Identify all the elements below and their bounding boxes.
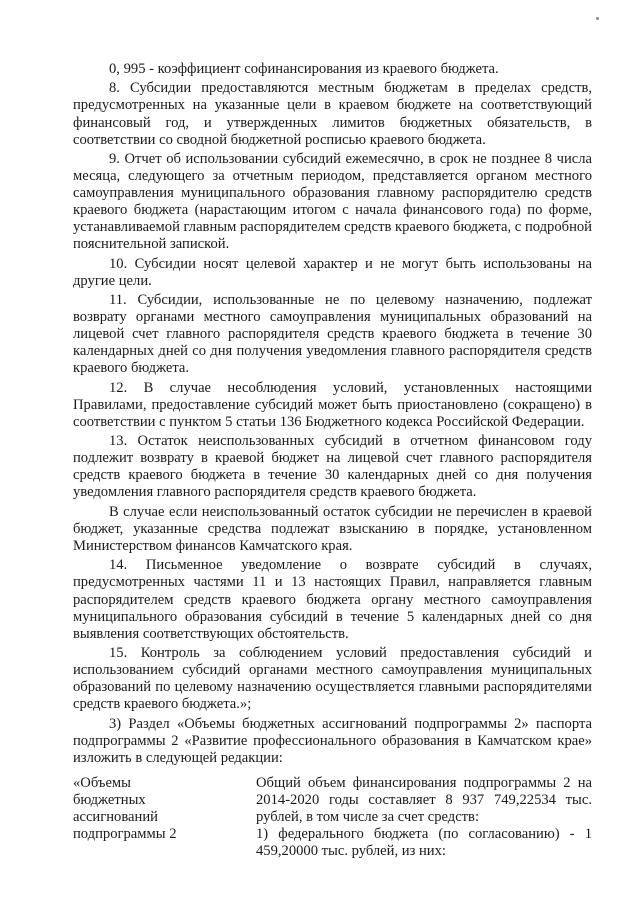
paragraph-9: 9. Отчет об использовании субсидий ежемесячно, в срок не позднее 8 числа месяца, следующего за отчетным периодом, представляется органом местного самоуправления муниципального образования главному распорядителю средств краевого бюджета (нарастающим итогом с начала финансового года) по форме, устанавливаемой главным распорядителем средств краевого бюджета, с подробной пояснительной запиской. xyxy=(73,151,592,253)
paragraph-15: 15. Контроль за соблюдением условий предоставления субсидий и использованием субсидий органами местного самоуправления муниципальных образований по целевому назначению осуществляется главными распорядителями средств краевого бюджета.»; xyxy=(73,645,592,713)
scan-artifact-dot xyxy=(596,17,599,20)
paragraph-coefficient: 0, 995 - коэффициент софинансирования из краевого бюджета. xyxy=(109,61,499,77)
paragraph-13: 13. Остаток неиспользованных субсидий в отчетном финансовом году подлежит возврату в краевой бюджет на лицевой счет главного распорядителя средств краевого бюджета в течение 30 календарных дней со дня получения уведомления главного распорядителя средств краевого бюджета. xyxy=(73,433,592,501)
table-label-line: подпрограммы 2 xyxy=(73,826,177,843)
table-value-federal: 1) федерального бюджета (по согласованию) - 1 459,20000 тыс. рублей, из них: xyxy=(256,826,592,860)
paragraph-section-3: 3) Раздел «Объемы бюджетных ассигнований подпрограммы 2» паспорта подпрограммы 2 «Развитие профессионального образования в Камчатском крае» изложить в следующей редакции: xyxy=(73,715,592,766)
table-label-line: «Объемы xyxy=(73,775,131,791)
paragraph-13-continued: В случае если неиспользованный остаток субсидии не перечислен в краевой бюджет, указанные средства подлежат взысканию в порядке, установленном Министерством финансов Камчатского края. xyxy=(73,503,592,554)
paragraph-12: 12. В случае несоблюдения условий, установленных настоящими Правилами, предоставление субсидий может быть приостановлено (сокращено) в соответствии с пунктом 5 статьи 136 Бюджетного кодекса Российской Федерации. xyxy=(73,379,592,430)
paragraph-11: 11. Субсидии, использованные не по целевому назначению, подлежат возврату органами местного самоуправления муниципальных образований на лицевой счет главного распорядителя средств краевого бюджета в течение 30 календарных дней со дня получения уведомления главного распорядителя средств краевого бюджета. xyxy=(73,292,592,377)
paragraph-8: 8. Субсидии предоставляются местным бюджетам в пределах средств, предусмотренных на указанные цели в краевом бюджете на соответствующий финансовый год, и утвержденных лимитов бюджетных обязательств, в соответствии со сводной бюджетной росписью краевого бюджета. xyxy=(73,80,592,148)
document-body xyxy=(73,61,592,769)
table-label-column xyxy=(73,775,256,860)
table-value-total: Общий объем финансирования подпрограммы 2 на 2014-2020 годы составляет 8 937 749,22534 тыс. рублей, в том числе за счет средств: xyxy=(256,775,592,826)
table-label-line: бюджетных xyxy=(73,792,146,809)
paragraph-14: 14. Письменное уведомление о возврате субсидий в случаях, предусмотренных частями 11 и 13 настоящих Правил, направляется главным распорядителем средств краевого бюджета органу местного самоуправления муниципального образования субсидий в течение 5 календарных дней со дня выявления соответствующих обстоятельств. xyxy=(73,557,592,642)
budget-table xyxy=(73,775,592,860)
paragraph-10: 10. Субсидии носят целевой характер и не могут быть использованы на другие цели. xyxy=(73,255,592,289)
table-value-column xyxy=(256,775,592,860)
table-label-line: ассигнований xyxy=(73,809,158,826)
